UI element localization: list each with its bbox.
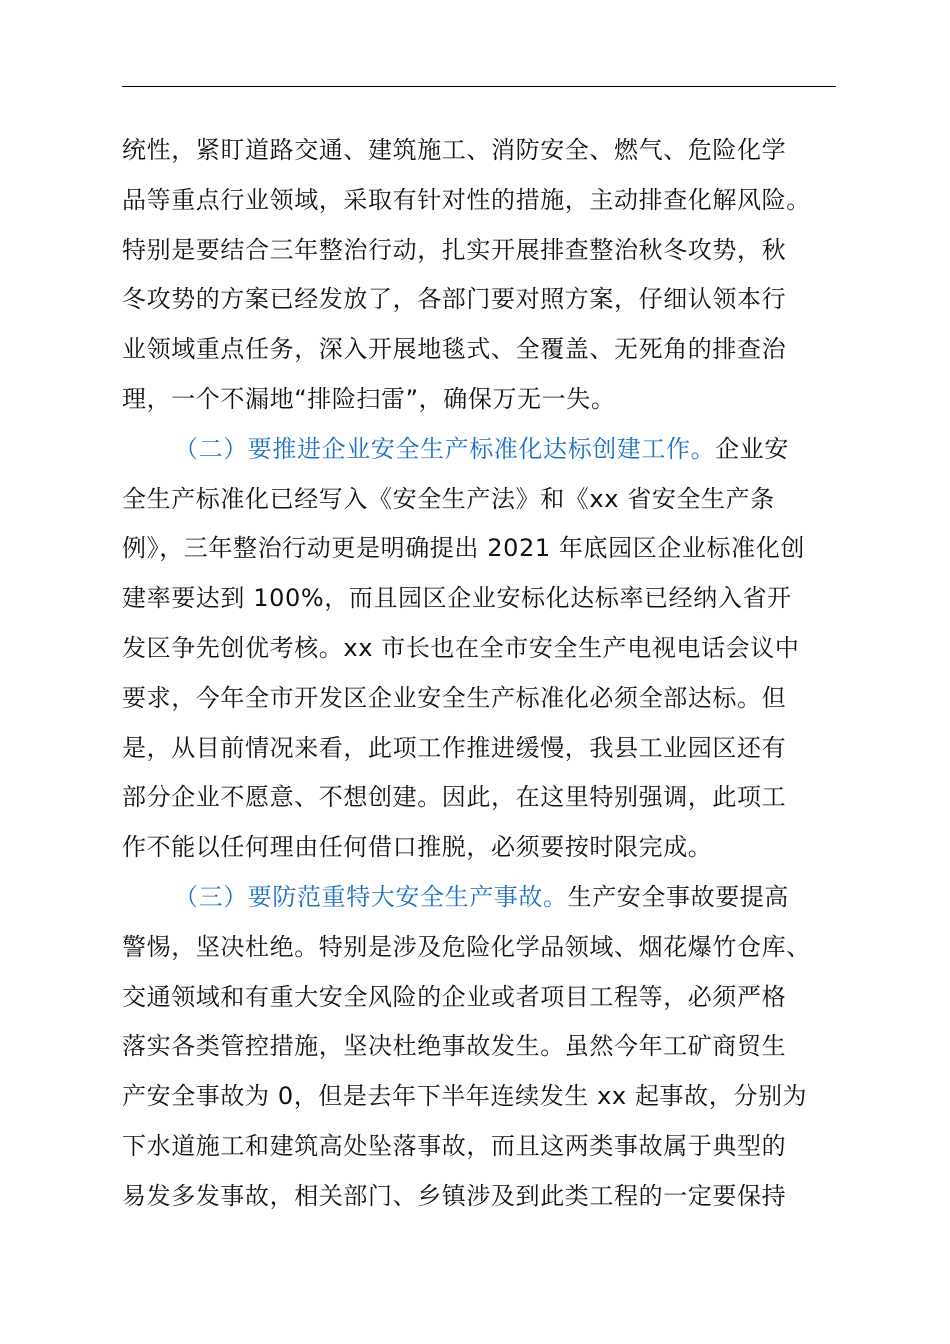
body-line: 部分企业不愿意、不想创建。因此，在这里特别强调，此项工 [122, 783, 787, 812]
section-3-first-line [122, 873, 840, 923]
body-line: 易发多发事故，相关部门、乡镇涉及到此类工程的一定要保持 [122, 1181, 787, 1210]
body-line: 交通领域和有重大安全风险的企业或者项目工程等，必须严格 [122, 982, 787, 1011]
section-2-first-line [122, 425, 840, 475]
body-line: 下水道施工和建筑高处坠落事故，而且这两类事故属于典型的 [122, 1131, 787, 1160]
body-line: 警惕，坚决杜绝。特别是涉及危险化学品领域、烟花爆竹仓库、 [122, 932, 811, 961]
body-line: 统性，紧盯道路交通、建筑施工、消防安全、燃气、危险化学 [122, 136, 787, 164]
body-line: 要求，今年全市开发区企业安全生产标准化必须全部达标。但 [122, 683, 787, 712]
body-line: 理，一个不漏地“排险扫雷”，确保万无一失。 [122, 384, 616, 413]
document-body [122, 126, 840, 1222]
body-line: 全生产标准化已经写入《安全生产法》和《xx 省安全生产条 [122, 484, 775, 513]
body-line: 产安全事故为 0，但是去年下半年连续发生 xx 起事故，分别为 [122, 1082, 808, 1111]
body-line: 特别是要结合三年整治行动，扎实开展排查整治秋冬攻势，秋 [122, 235, 787, 264]
section-2-heading: （二）要推进企业安全生产标准化达标创建工作。 [174, 434, 716, 463]
body-line: 作不能以任何理由任何借口推脱，必须要按时限完成。 [122, 833, 713, 862]
section-2-first-line-rest: 企业安 [715, 434, 790, 463]
body-line: 落实各类管控措施，坚决杜绝事故发生。虽然今年工矿商贸生 [122, 1032, 787, 1061]
body-line: 发区争先创优考核。xx 市长也在全市安全生产电视电话会议中 [122, 633, 800, 662]
body-line: 品等重点行业领域，采取有针对性的措施，主动排查化解风险。 [122, 185, 811, 214]
body-line: 是，从目前情况来看，此项工作推进缓慢，我县工业园区还有 [122, 733, 787, 762]
body-line: 冬攻势的方案已经发放了，各部门要对照方案，仔细认领本行 [122, 285, 787, 314]
header-rule [122, 86, 836, 87]
section-3-heading: （三）要防范重特大安全生产事故。 [174, 882, 568, 911]
section-3-first-line-rest: 生产安全事故要提高 [567, 882, 790, 911]
body-line: 建率要达到 100%，而且园区企业安标化达标率已经纳入省开 [122, 584, 792, 613]
body-line: 例》，三年整治行动更是明确提出 2021 年底园区企业标准化创 [122, 534, 805, 563]
body-line: 业领域重点任务，深入开展地毯式、全覆盖、无死角的排查治 [122, 335, 787, 364]
